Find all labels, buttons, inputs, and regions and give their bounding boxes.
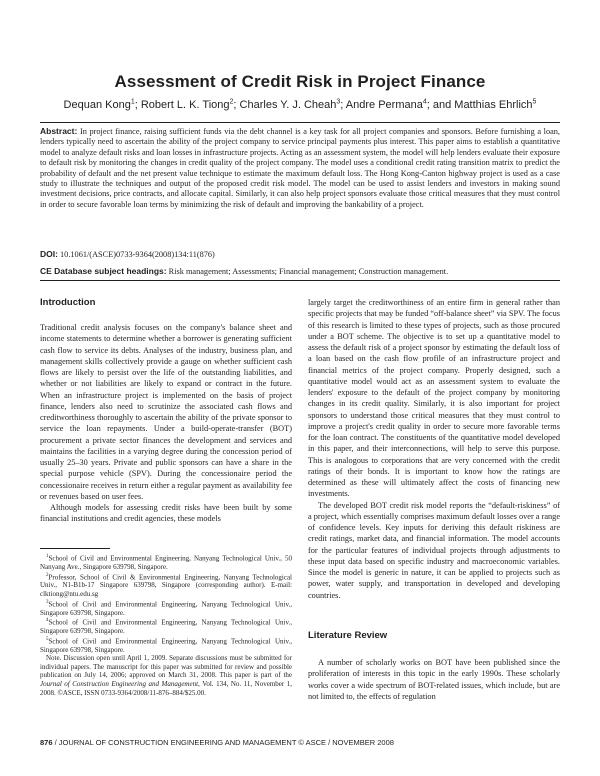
author: Charles Y. J. Cheah$^3$; — [239, 98, 346, 111]
abstract-top-rule — [40, 122, 560, 123]
doi-value[interactable]: 10.1061/(ASCE)0733-9364(2008)134:11(876) — [60, 250, 215, 259]
publication-note: Note. Discussion open until April 1, 2009. Separate discussions must be submitted for individual papers. The manuscript for this paper was submitted for review and possible publication on July 14, 2006; approved on March 31, 2008. This paper is part of the Journal of Construction Engineering and Management, Vol. 134, No. 11, November 1, 2008. ©ASCE, ISSN 0733-9364/2008/11-876–884/$25.00. — [40, 654, 292, 697]
footnote: $^5$School of Civil and Environmental Engineering, Nanyang Technological Univ., Singapore 639798, Singapore. — [40, 636, 292, 654]
paragraph: largely target the creditworthiness of an entire firm in general rather than specific projects that may be funded “off-balance sheet” via SPV. The focus of this research is limited to these types of projects, such as those procured under a BOT scheme. The objective is to set up a quantitative model to assess the default risk of a project sponsor by estimating the default loss of a loan based on the cash flow profile of an infrastructure project and financial metrics of the project company. Properly designed, such a quantitative model would act as an assessment system to evaluate the lenders' exposure to the default of the project company by monitoring changes in its credit quality. Similarly, it is also important for project sponsors to understand those critical measures that they must control to improve a project's credit quality in order to secure more favorable terms for the loan contract. The constituents of the quantitative model developed in this paper, and their interconnections, will help to serve this purpose. This is analogous to corporations that are very concerned with the credit ratings of their bonds. It is important to know how the ratings are determined as these will ultimately affect the costs of financing new investments. — [308, 298, 560, 499]
abstract — [40, 126, 560, 210]
footnote: $^4$School of Civil and Environmental Engineering, Nanyang Technological Univ., Singapore 639798, Singapore. — [40, 618, 292, 636]
footer-journal: / JOURNAL OF CONSTRUCTION ENGINEERING AND MANAGEMENT © ASCE / NOVEMBER 2008 — [52, 738, 394, 747]
subject-headings-value: Risk management; Assessments; Financial management; Construction management. — [168, 267, 449, 276]
abstract-bottom-rule — [40, 280, 560, 281]
paragraph: Although models for assessing credit risks have been built by some financial institutions and credit agencies, these models — [40, 503, 292, 524]
right-column — [308, 297, 560, 601]
abstract-label: Abstract: — [40, 126, 78, 136]
paragraph: A number of scholarly works on BOT have been published since the proliferation of interests in this topic in the early 1990s. These scholarly works cover a wide spectrum of BOT-related issues, which include, but are not limited to, the effects of regulation — [308, 658, 560, 701]
doi — [40, 249, 215, 259]
literature-review-text — [308, 657, 560, 702]
footnote: $^1$School of Civil and Environmental Engineering, Nanyang Technological Univ., 50 Nanyang Ave., Singapore 639798, Singapore. — [40, 554, 292, 571]
literature-review-heading: Literature Review — [308, 630, 388, 641]
page-footer — [40, 738, 394, 747]
paragraph: Traditional credit analysis focuses on the company's balance sheet and income statements to determine whether a borrower is generating sufficient cash flow to service its debts. Analyses of the industry, business plan, and management skills collectively provide a gauge on whether sufficient cash flows are likely to persist over the life of the outstanding liabilities, and whether or not liabilities are likely to expand or contract in the future. When an infrastructure project is implemented on the basis of project finance, lenders also need to scrutinize the associated cash flows and creditworthiness thoroughly to ascertain the ability of the private sponsor to service the loan repayments. Under a build-operate-transfer (BOT) procurement a private sector finances the development and services and maintains the facilities in a varying degree during the concession period of usually 25–30 years. Private and public sponsors can have a share in the special purpose vehicle (SPV). During the concessionaire period the concessionaire receives in return either a regular payment as availability fee or revenues based on user fees. — [40, 323, 293, 501]
author-line — [0, 98, 600, 111]
subject-headings — [40, 266, 448, 276]
footnote: $^3$School of Civil and Environmental Engineering, Nanyang Technological Univ., Singapore 639798, Singapore. — [40, 599, 292, 617]
author: Robert L. K. Tiong$^2$; — [140, 98, 240, 111]
subject-headings-label: CE Database subject headings: — [40, 266, 167, 276]
author: Dequan Kong$^1$; — [63, 98, 141, 111]
footnote-rule — [40, 548, 110, 549]
footnotes — [40, 553, 292, 697]
paper-title: Assessment of Credit Risk in Project Finance — [114, 72, 486, 91]
page-number: 876 — [40, 738, 53, 747]
doi-label: DOI: — [40, 249, 58, 259]
footnote: $^2$Professor, School of Civil & Environmental Engineering, Nanyang Technological Univ., N1-B1b-17 Singapore 639798, Singapore (corresponding author). E-mail: clktiong@ntu.edu.sg — [40, 572, 292, 599]
paragraph: The developed BOT credit risk model reports the “default-riskiness” of a project, which essentially comprises maximum default losses over a range of confidence levels. Key inputs for deriving this default riskiness are credit ratings, market data, and financial information. The model accounts for the particular features of individual projects through adjustments to these input data based on specific industry and macroeconomic variables. Since the model is generic in nature, it can be applied to projects such as power, water supply, and transportation in developed and developing countries. — [308, 500, 560, 600]
author: Matthias Ehrlich$^5$ — [454, 98, 537, 111]
left-column — [40, 322, 292, 525]
abstract-text: In project finance, raising sufficient funds via the debt channel is a key task for all project companies and sponsors. Before furnishing a loan, lenders typically need to ascertain the ability of the project company to service principal payments plus interest. This paper aims to establish a quantitative model to analyze default risks and loan losses in infrastructure projects. Acting as an assessment system, the model will help lenders evaluate their exposure to default risk by monitoring the changes in credit quality of the project company. The model uses a conditional credit rating transition matrix to predict the probability of default and the net present value technique to estimate the maximum default loss. The Hong Kong-Canton highway project is used as a case study to illustrate the techniques and output of the proposed credit risk model. The model can be used to assist lenders and investors in making sound investment decisions, price contracts, and allocate capital. Similarly, it can also help project sponsors evaluate those critical measures that they must control in order to secure favorable loan terms by minimizing the risk of default and improving the bankability of a project. — [40, 127, 560, 209]
introduction-heading: Introduction — [40, 297, 96, 308]
author: Andre Permana$^4$; and — [345, 98, 455, 111]
